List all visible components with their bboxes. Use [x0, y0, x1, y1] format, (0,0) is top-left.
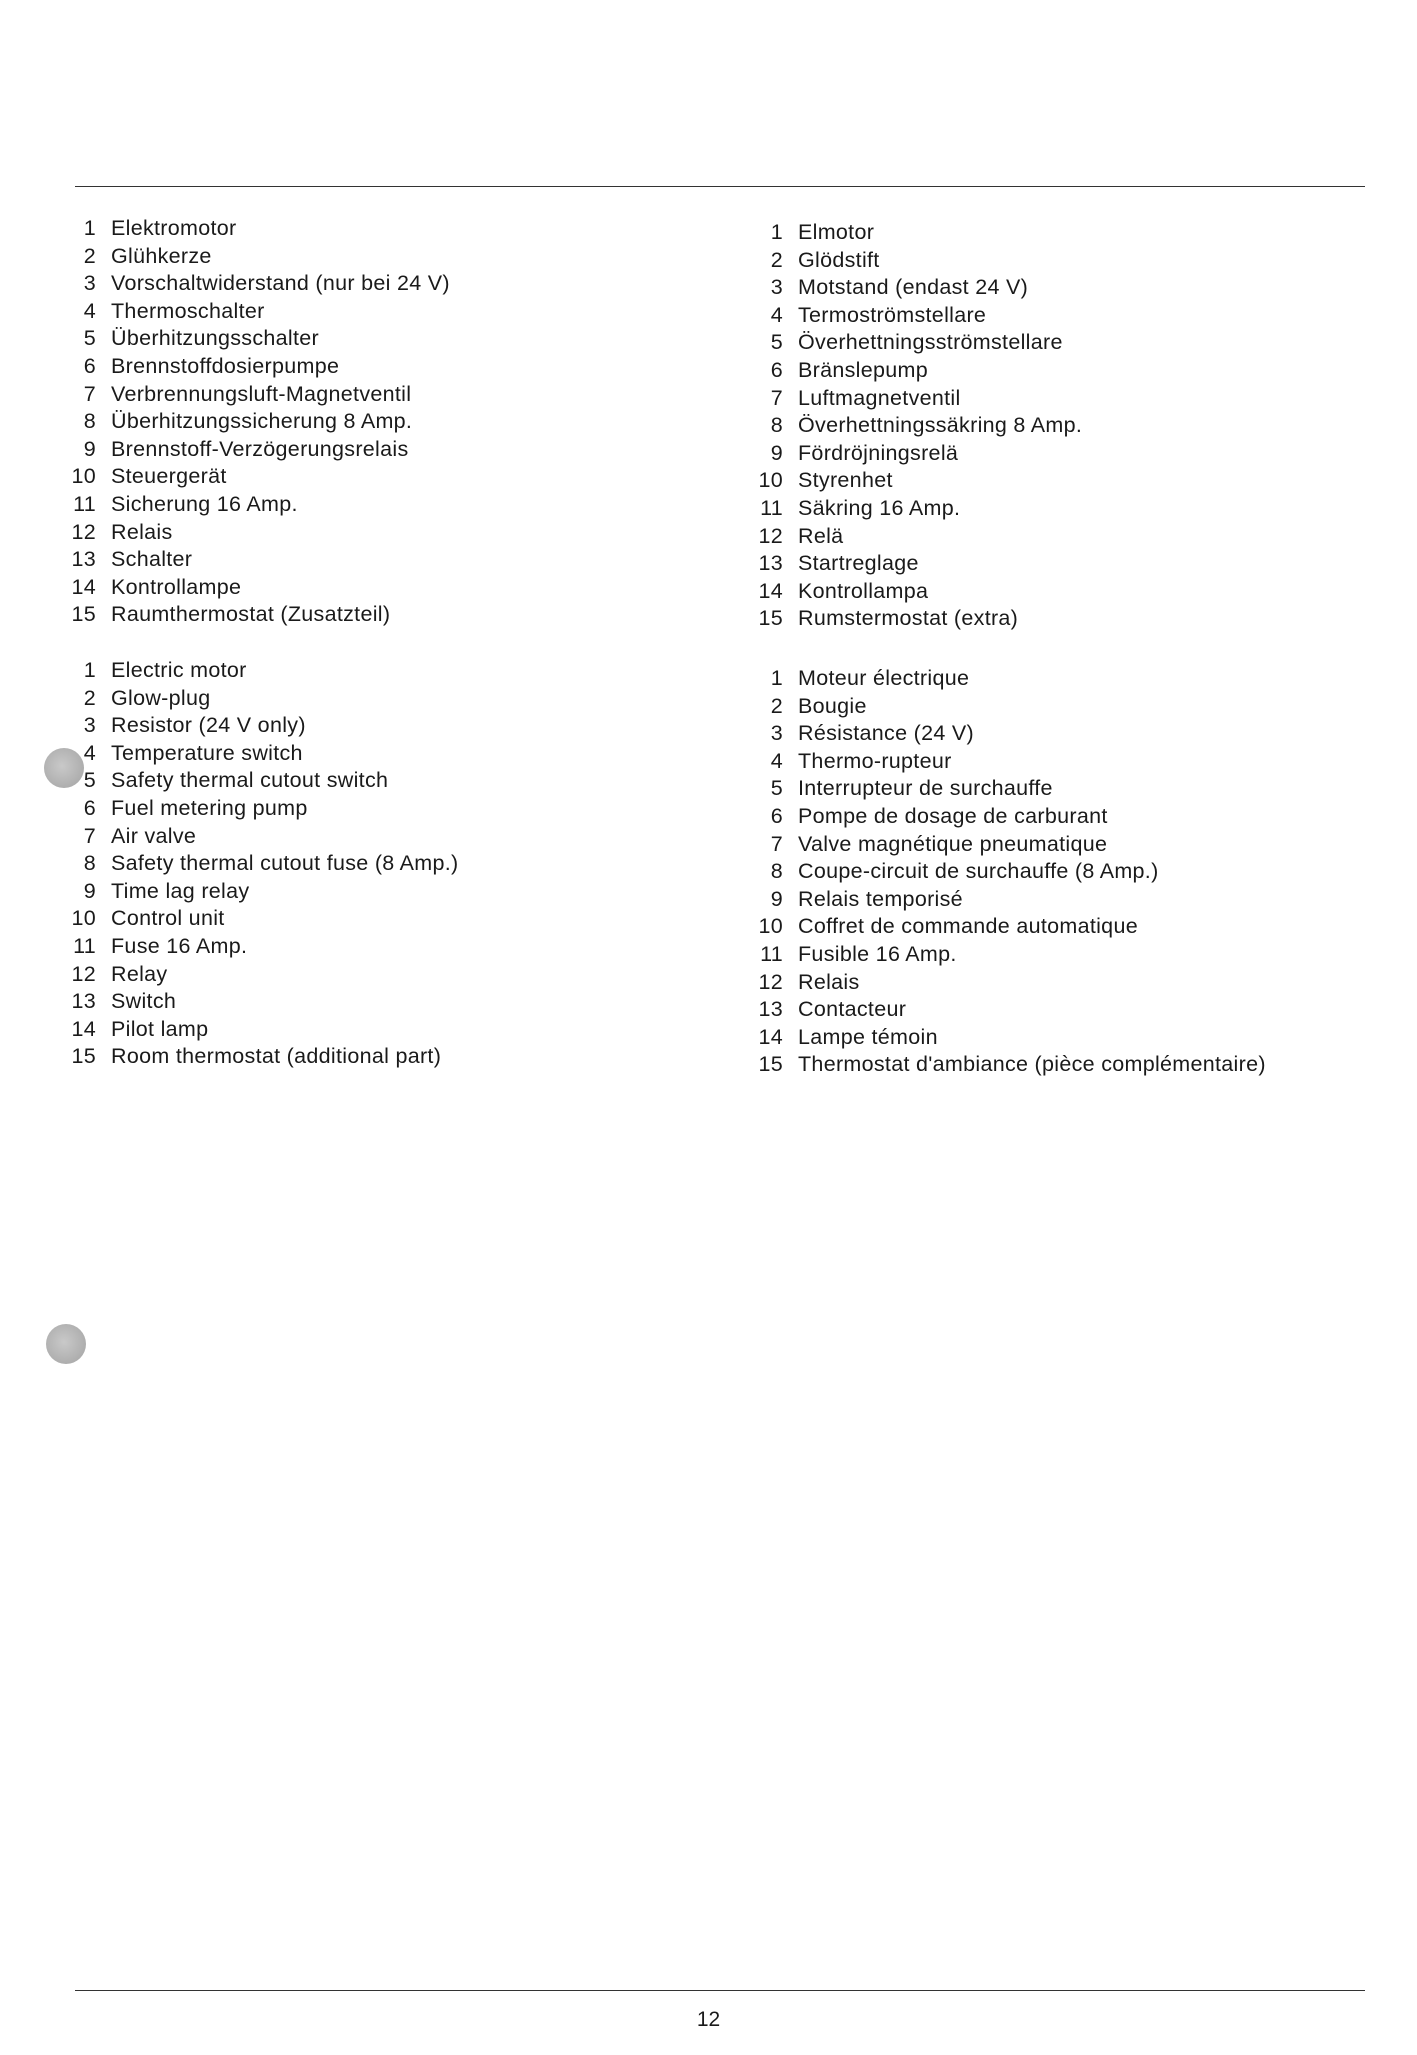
legend-item: [755, 523, 1082, 551]
item-label: Motstand (endast 24 V): [798, 275, 1029, 300]
legend-item: [68, 878, 459, 906]
item-number: 14: [758, 1024, 783, 1049]
legend-item: [755, 775, 1266, 803]
legend-item: [68, 767, 459, 795]
punch-hole-mark: [46, 1324, 86, 1364]
item-label: Elmotor: [798, 220, 875, 244]
item-label: Moteur électrique: [798, 666, 970, 690]
item-number: 13: [758, 997, 783, 1022]
item-label: Control unit: [111, 906, 225, 931]
item-label: Brennstoffdosierpumpe: [111, 353, 340, 378]
legend-item: [68, 491, 450, 519]
legend-item: [68, 463, 450, 491]
legend-item: [68, 823, 459, 851]
item-number: 2: [83, 685, 96, 710]
item-number: 10: [71, 464, 96, 489]
legend-item: [68, 601, 450, 629]
legend-item: [755, 550, 1082, 578]
item-number: 10: [758, 914, 783, 939]
legend-german: [68, 215, 450, 629]
item-number: 1: [770, 666, 783, 690]
item-number: 12: [758, 969, 783, 994]
item-label: Überhitzungsschalter: [111, 326, 319, 351]
item-number: 4: [770, 748, 783, 773]
item-number: 7: [770, 385, 783, 410]
item-label: Pilot lamp: [111, 1016, 209, 1041]
legend-item: [755, 302, 1082, 330]
item-number: 12: [71, 961, 96, 986]
item-number: 1: [83, 658, 96, 682]
item-label: Startreglage: [798, 551, 919, 576]
item-label: Pompe de dosage de carburant: [798, 803, 1108, 828]
item-label: Steuergerät: [111, 464, 227, 489]
legend-item: [755, 969, 1266, 997]
item-number: 13: [71, 547, 96, 572]
item-number: 5: [83, 326, 96, 351]
item-number: 14: [71, 574, 96, 599]
legend-item: [755, 495, 1082, 523]
item-label: Relay: [111, 961, 168, 986]
item-label: Luftmagnetventil: [798, 385, 961, 410]
item-label: Vorschaltwiderstand (nur bei 24 V): [111, 271, 450, 296]
item-number: 15: [71, 602, 96, 627]
item-label: Bränslepump: [798, 357, 928, 382]
legend-item: [755, 357, 1082, 385]
legend-item: [755, 605, 1082, 633]
legend-item: [68, 325, 450, 353]
item-label: Glühkerze: [111, 243, 212, 268]
item-number: 2: [770, 247, 783, 272]
legend-item: [68, 381, 450, 409]
item-number: 6: [770, 357, 783, 382]
legend-item: [68, 657, 459, 685]
item-label: Sicherung 16 Amp.: [111, 491, 298, 516]
item-number: 3: [770, 275, 783, 300]
item-number: 11: [73, 933, 96, 958]
legend-item: [68, 574, 450, 602]
legend-english: [68, 657, 459, 1071]
legend-item: [68, 961, 459, 989]
legend-item: [755, 1024, 1266, 1052]
item-label: Thermostat d'ambiance (pièce complémentaire): [798, 1052, 1266, 1077]
legend-item: [755, 412, 1082, 440]
item-label: Överhettningssäkring 8 Amp.: [798, 413, 1083, 438]
item-label: Styrenhet: [798, 468, 893, 493]
item-label: Resistor (24 V only): [111, 713, 306, 738]
item-number: 5: [770, 330, 783, 355]
item-number: 10: [758, 468, 783, 493]
item-number: 9: [83, 436, 96, 461]
item-label: Contacteur: [798, 997, 907, 1022]
legend-item: [68, 436, 450, 464]
item-label: Kontrollampe: [111, 574, 242, 599]
item-number: 14: [758, 578, 783, 603]
item-label: Interrupteur de surchauffe: [798, 776, 1053, 801]
item-number: 4: [770, 302, 783, 327]
item-number: 4: [83, 740, 96, 765]
item-number: 3: [770, 721, 783, 746]
item-number: 1: [83, 216, 96, 240]
item-number: 2: [770, 693, 783, 718]
item-number: 14: [71, 1016, 96, 1041]
item-number: 15: [758, 1052, 783, 1077]
item-label: Switch: [111, 989, 177, 1014]
item-label: Glow-plug: [111, 685, 211, 710]
legend-item: [68, 215, 450, 243]
item-label: Brennstoff-Verzögerungsrelais: [111, 436, 409, 461]
item-label: Relais: [111, 519, 173, 544]
legend-item: [755, 913, 1266, 941]
item-label: Kontrollampa: [798, 578, 929, 603]
legend-french: [755, 665, 1266, 1079]
item-label: Raumthermostat (Zusatzteil): [111, 602, 391, 627]
legend-item: [755, 693, 1266, 721]
item-number: 8: [770, 413, 783, 438]
item-label: Electric motor: [111, 658, 247, 682]
item-label: Bougie: [798, 693, 867, 718]
item-label: Fuse 16 Amp.: [111, 933, 248, 958]
legend-item: [68, 408, 450, 436]
item-number: 13: [71, 989, 96, 1014]
item-label: Verbrennungsluft-Magnetventil: [111, 381, 412, 406]
item-number: 6: [770, 803, 783, 828]
item-number: 6: [83, 795, 96, 820]
item-number: 12: [758, 523, 783, 548]
legend-item: [755, 941, 1266, 969]
item-label: Säkring 16 Amp.: [798, 495, 961, 520]
item-number: 15: [758, 606, 783, 631]
item-label: Room thermostat (additional part): [111, 1044, 442, 1069]
item-number: 12: [71, 519, 96, 544]
legend-item: [68, 905, 459, 933]
item-label: Safety thermal cutout fuse (8 Amp.): [111, 851, 459, 876]
item-number: 9: [770, 886, 783, 911]
item-label: Coffret de commande automatique: [798, 914, 1138, 939]
item-label: Relais temporisé: [798, 886, 963, 911]
item-label: Valve magnétique pneumatique: [798, 831, 1108, 856]
item-number: 2: [83, 243, 96, 268]
legend-item: [755, 720, 1266, 748]
legend-item: [755, 665, 1266, 693]
item-number: 1: [770, 220, 783, 244]
item-number: 11: [760, 941, 783, 966]
legend-item: [68, 353, 450, 381]
legend-item: [68, 988, 459, 1016]
item-label: Rumstermostat (extra): [798, 606, 1019, 631]
item-number: 4: [83, 298, 96, 323]
legend-item: [755, 440, 1082, 468]
legend-item: [755, 803, 1266, 831]
legend-item: [755, 329, 1082, 357]
legend-item: [755, 858, 1266, 886]
item-number: 7: [770, 831, 783, 856]
item-number: 5: [770, 776, 783, 801]
item-number: 7: [83, 381, 96, 406]
legend-item: [68, 740, 459, 768]
legend-item: [755, 748, 1266, 776]
item-label: Termoströmstellare: [798, 302, 987, 327]
legend-item: [68, 1043, 459, 1071]
legend-item: [755, 578, 1082, 606]
item-label: Safety thermal cutout switch: [111, 768, 389, 793]
item-number: 6: [83, 353, 96, 378]
legend-item: [755, 247, 1082, 275]
item-label: Relä: [798, 523, 844, 548]
item-label: Fusible 16 Amp.: [798, 941, 957, 966]
item-number: 8: [83, 851, 96, 876]
legend-item: [755, 996, 1266, 1024]
item-label: Thermo-rupteur: [798, 748, 952, 773]
legend-item: [755, 219, 1082, 247]
item-label: Schalter: [111, 547, 193, 572]
item-label: Fuel metering pump: [111, 795, 308, 820]
legend-item: [68, 519, 450, 547]
item-label: Elektromotor: [111, 216, 237, 240]
item-label: Glödstift: [798, 247, 880, 272]
item-number: 11: [760, 495, 783, 520]
item-label: Thermoschalter: [111, 298, 265, 323]
legend-item: [68, 546, 450, 574]
item-number: 11: [73, 491, 96, 516]
item-label: Fördröjningsrelä: [798, 440, 959, 465]
legend-item: [68, 270, 450, 298]
legend-item: [68, 685, 459, 713]
item-label: Överhettningsströmstellare: [798, 330, 1063, 355]
item-number: 3: [83, 271, 96, 296]
legend-item: [755, 1051, 1266, 1079]
item-label: Relais: [798, 969, 860, 994]
legend-item: [68, 933, 459, 961]
legend-item: [68, 1016, 459, 1044]
legend-item: [68, 795, 459, 823]
legend-item: [755, 831, 1266, 859]
item-label: Air valve: [111, 823, 197, 848]
legend-item: [755, 886, 1266, 914]
punch-hole-mark: [44, 748, 84, 788]
legend-item: [68, 712, 459, 740]
item-number: 8: [770, 859, 783, 884]
item-number: 13: [758, 551, 783, 576]
item-number: 10: [71, 906, 96, 931]
item-number: 9: [770, 440, 783, 465]
legend-item: [755, 467, 1082, 495]
item-label: Lampe témoin: [798, 1024, 938, 1049]
item-label: Time lag relay: [111, 878, 250, 903]
top-rule: [75, 186, 1365, 187]
item-number: 7: [83, 823, 96, 848]
item-number: 8: [83, 409, 96, 434]
legend-item: [755, 274, 1082, 302]
legend-swedish: [755, 219, 1082, 633]
page-number: 12: [696, 2008, 721, 2031]
item-number: 9: [83, 878, 96, 903]
legend-item: [68, 850, 459, 878]
item-number: 5: [83, 768, 96, 793]
item-number: 15: [71, 1044, 96, 1069]
bottom-rule: [75, 1990, 1365, 1991]
legend-item: [68, 243, 450, 271]
item-number: 3: [83, 713, 96, 738]
legend-item: [755, 385, 1082, 413]
item-label: Résistance (24 V): [798, 721, 974, 746]
item-label: Coupe-circuit de surchauffe (8 Amp.): [798, 859, 1159, 884]
item-label: Überhitzungssicherung 8 Amp.: [111, 409, 413, 434]
item-label: Temperature switch: [111, 740, 303, 765]
legend-item: [68, 298, 450, 326]
